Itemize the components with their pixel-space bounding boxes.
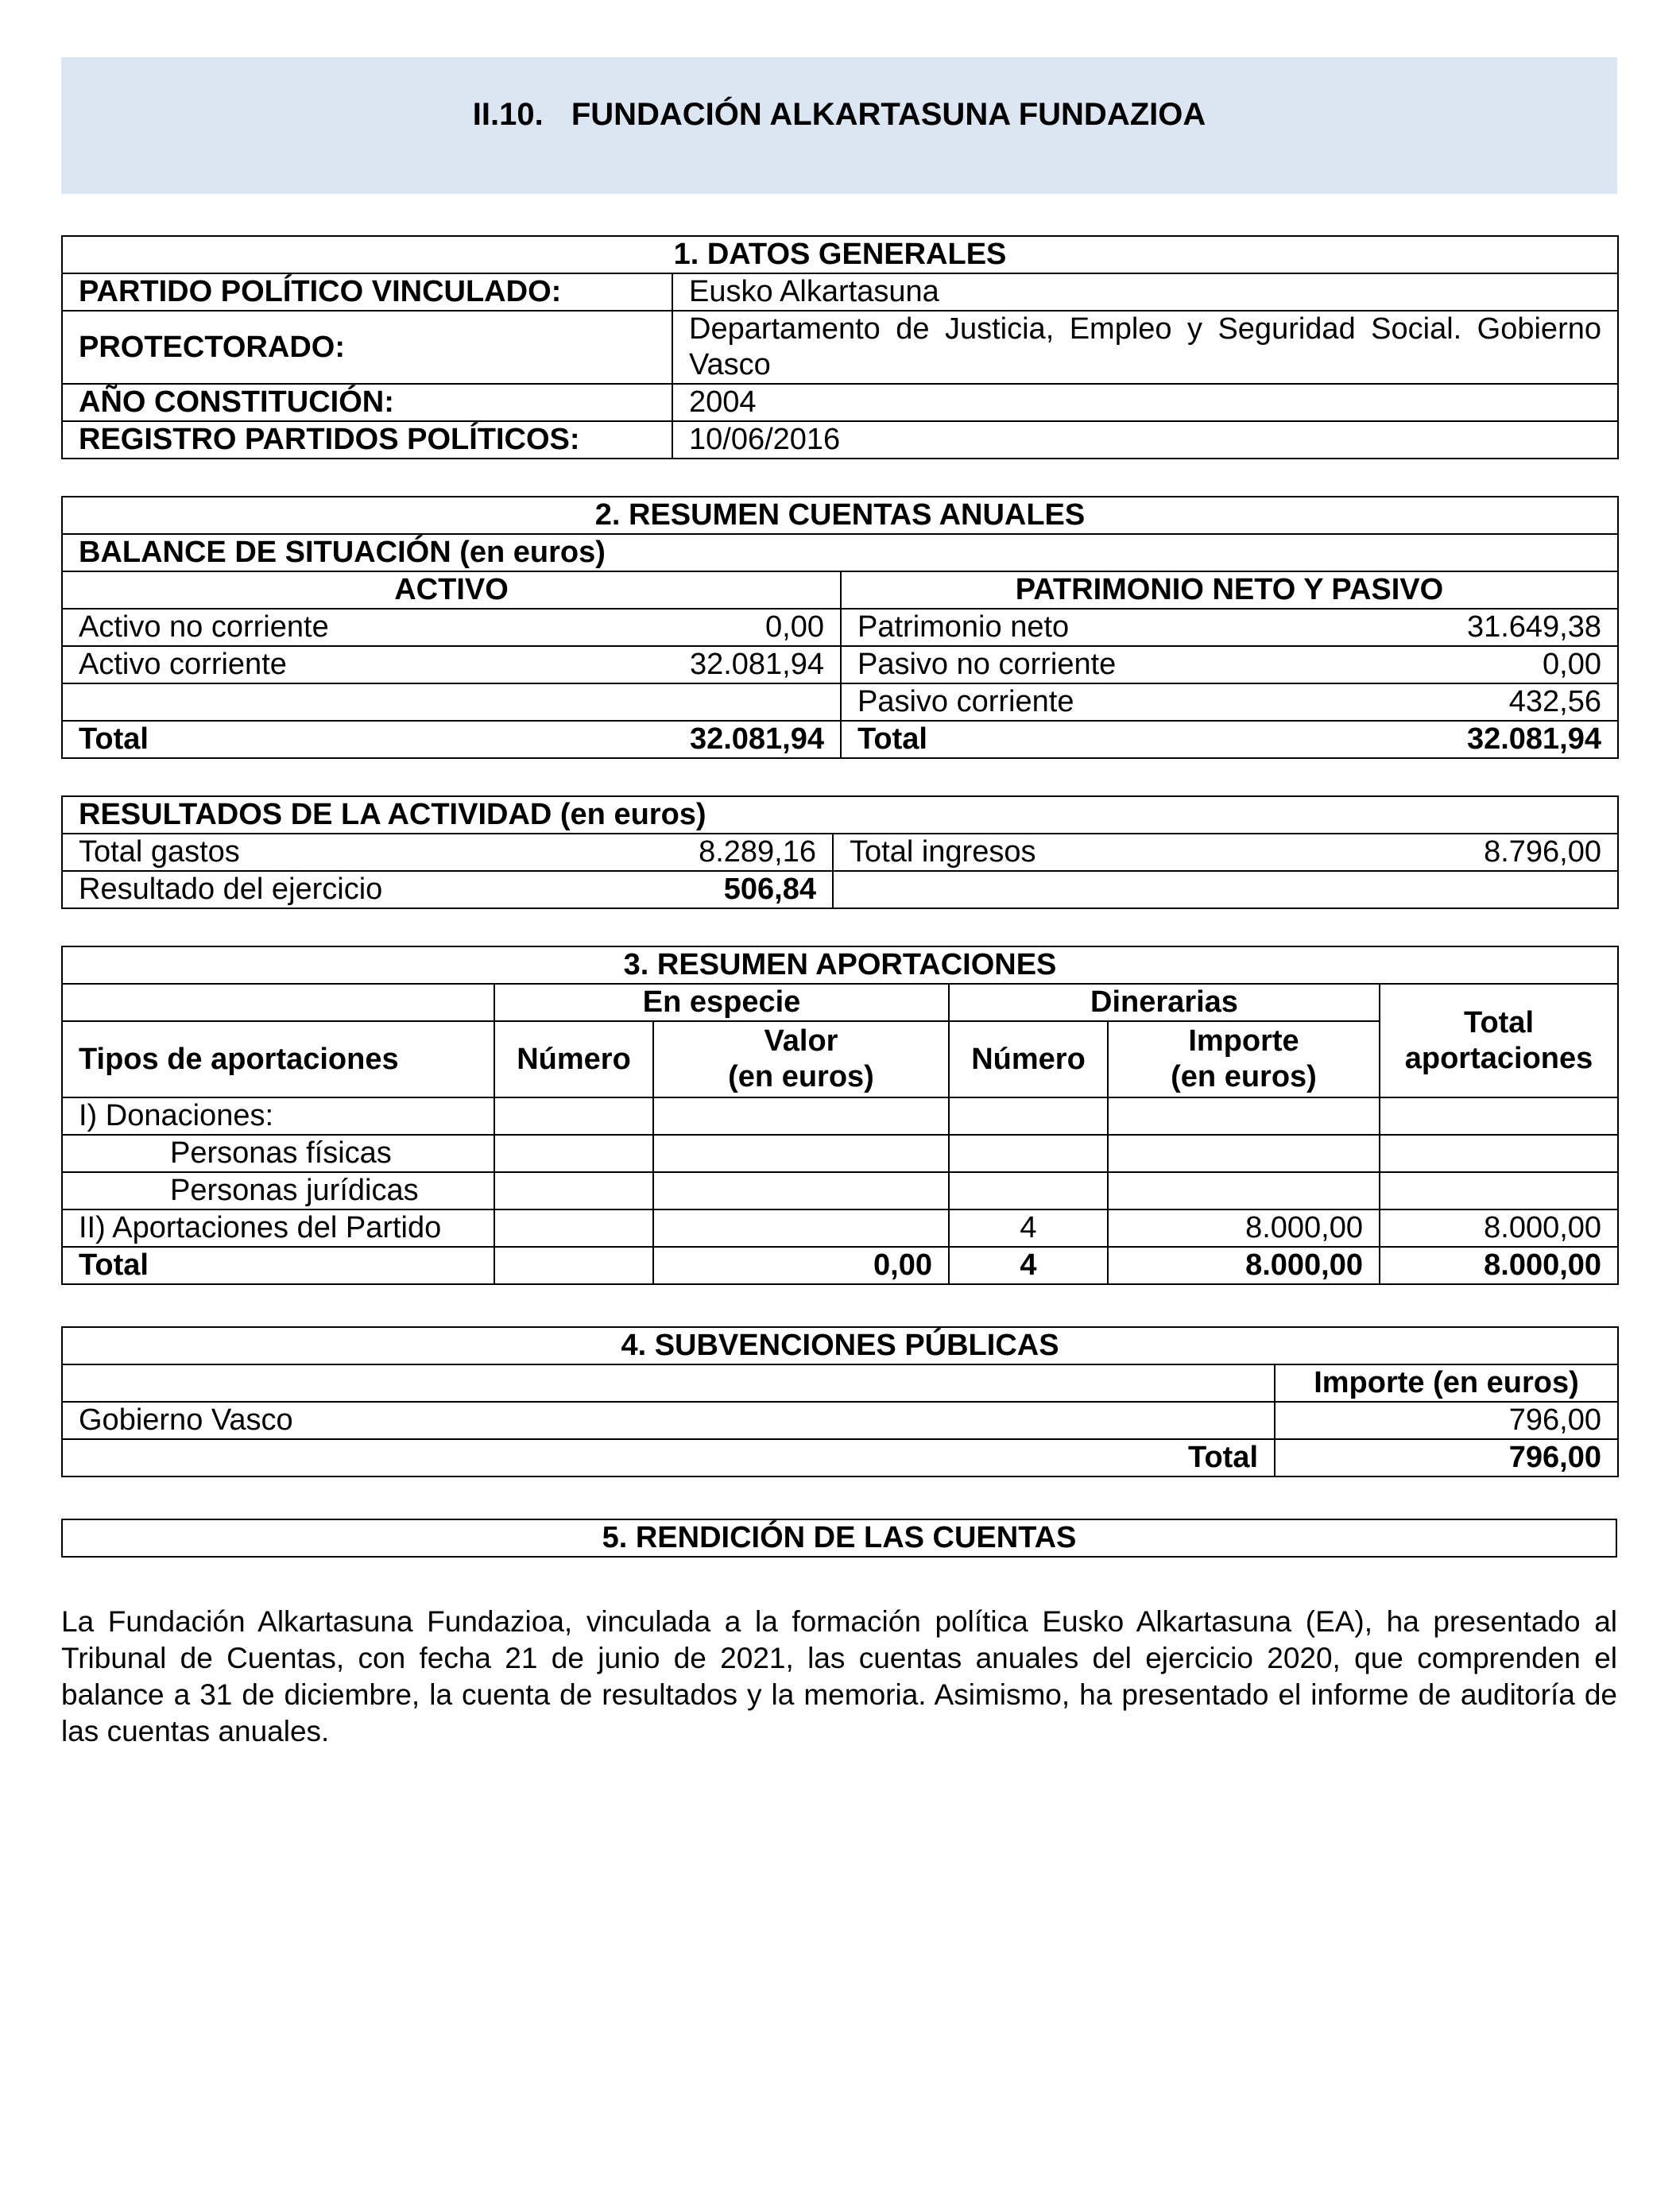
pasivo-value: 0,00 bbox=[1389, 646, 1618, 683]
valor-cell bbox=[653, 1097, 949, 1135]
aportaciones-grand-total: 8.000,00 bbox=[1380, 1247, 1618, 1284]
numero-dinerarias-total: 4 bbox=[949, 1247, 1108, 1284]
tipos-header: Tipos de aportaciones bbox=[62, 1021, 494, 1097]
resultado-value: 506,84 bbox=[586, 871, 833, 908]
valor-cell bbox=[653, 1209, 949, 1247]
activo-label: Activo no corriente bbox=[62, 609, 610, 646]
pasivo-value: 432,56 bbox=[1389, 683, 1618, 721]
tipo-cell: II) Aportaciones del Partido bbox=[62, 1209, 494, 1247]
table-row bbox=[62, 1247, 1618, 1284]
subvenciones-total-value: 796,00 bbox=[1275, 1439, 1618, 1476]
pasivo-label: Pasivo no corriente bbox=[841, 646, 1389, 683]
empty-cell bbox=[833, 871, 1618, 908]
pasivo-label: Patrimonio neto bbox=[841, 609, 1389, 646]
resultado-label: Resultado del ejercicio bbox=[62, 871, 586, 908]
table-row bbox=[62, 646, 1618, 683]
table-row bbox=[62, 1097, 1618, 1135]
importe-cell bbox=[1108, 1135, 1380, 1172]
aportaciones-total-label: Total bbox=[62, 1247, 494, 1284]
partido-label: PARTIDO POLÍTICO VINCULADO: bbox=[62, 273, 672, 311]
total-header-line1: Total bbox=[1464, 1005, 1534, 1039]
registro-label: REGISTRO PARTIDOS POLÍTICOS: bbox=[62, 421, 672, 459]
en-especie-header: En especie bbox=[494, 984, 949, 1021]
table-row bbox=[62, 384, 1618, 421]
table-row bbox=[62, 609, 1618, 646]
numero-dinerarias-cell bbox=[949, 1172, 1108, 1209]
aportaciones-heading: 3. RESUMEN APORTACIONES bbox=[62, 946, 1618, 984]
table-row bbox=[62, 1172, 1618, 1209]
numero-especie-total bbox=[494, 1247, 653, 1284]
numero-especie-cell bbox=[494, 1172, 653, 1209]
table-row bbox=[62, 1135, 1618, 1172]
resumen-cuentas-heading: 2. RESUMEN CUENTAS ANUALES bbox=[62, 497, 1618, 534]
datos-generales-heading: 1. DATOS GENERALES bbox=[62, 236, 1618, 273]
total-cell bbox=[1380, 1135, 1618, 1172]
ano-constitucion-value: 2004 bbox=[672, 384, 1618, 421]
pasivo-total-label: Total bbox=[841, 721, 1389, 758]
valor-header bbox=[653, 1021, 949, 1097]
numero-especie-cell bbox=[494, 1097, 653, 1135]
importe-cell bbox=[1108, 1172, 1380, 1209]
table-row bbox=[62, 273, 1618, 311]
entidad-cell: Gobierno Vasco bbox=[62, 1402, 1275, 1439]
importe-header-line2: (en euros) bbox=[1171, 1060, 1317, 1093]
ano-constitucion-label: AÑO CONSTITUCIÓN: bbox=[62, 384, 672, 421]
table-row bbox=[62, 1209, 1618, 1247]
dinerarias-header: Dinerarias bbox=[949, 984, 1380, 1021]
total-header-line2: aportaciones bbox=[1404, 1041, 1593, 1075]
table-row bbox=[62, 1439, 1618, 1476]
table-row bbox=[62, 721, 1618, 758]
tipo-cell: I) Donaciones: bbox=[62, 1097, 494, 1135]
empty-cell bbox=[62, 984, 494, 1021]
total-cell bbox=[1380, 1172, 1618, 1209]
table-row bbox=[62, 834, 1618, 871]
activo-label bbox=[62, 683, 610, 721]
rendicion-paragraph: La Fundación Alkartasuna Fundazioa, vinculada a la formación política Eusko Alkartasuna (EA), ha presentado al Tribunal de Cuentas, con fecha 21 de junio de 2021, las cuentas anuales del ejercicio 2020, que comprenden el balance a 31 de diciembre, la cuenta de resultados y la memoria. Asimismo, ha presentado el informe de auditoría de las cuentas anuales. bbox=[61, 1605, 1617, 1747]
pasivo-total-value: 32.081,94 bbox=[1389, 721, 1618, 758]
activo-header: ACTIVO bbox=[62, 571, 841, 609]
ingresos-label: Total ingresos bbox=[833, 834, 1389, 871]
importe-header bbox=[1108, 1021, 1380, 1097]
ingresos-value: 8.796,00 bbox=[1389, 834, 1618, 871]
rendicion-heading: 5. RENDICIÓN DE LAS CUENTAS bbox=[62, 1519, 1616, 1557]
gastos-label: Total gastos bbox=[62, 834, 586, 871]
table-row bbox=[62, 1402, 1618, 1439]
importe-header-line1: Importe bbox=[1188, 1024, 1299, 1058]
importe-total: 8.000,00 bbox=[1108, 1247, 1380, 1284]
foundation-name: FUNDACIÓN ALKARTASUNA FUNDAZIOA bbox=[571, 97, 1206, 132]
subvenciones-table bbox=[61, 1326, 1619, 1477]
tipo-cell: Personas jurídicas bbox=[62, 1172, 494, 1209]
activo-total-label: Total bbox=[62, 721, 610, 758]
table-row bbox=[62, 683, 1618, 721]
importe-column-header: Importe (en euros) bbox=[1275, 1364, 1618, 1402]
subvenciones-heading: 4. SUBVENCIONES PÚBLICAS bbox=[62, 1327, 1618, 1364]
registro-value: 10/06/2016 bbox=[672, 421, 1618, 459]
activo-label: Activo corriente bbox=[62, 646, 610, 683]
total-aportaciones-header bbox=[1380, 984, 1618, 1097]
pasivo-value: 31.649,38 bbox=[1389, 609, 1618, 646]
importe-cell bbox=[1108, 1097, 1380, 1135]
numero-especie-cell bbox=[494, 1135, 653, 1172]
activo-value: 0,00 bbox=[610, 609, 841, 646]
section-number: II.10. bbox=[472, 97, 544, 132]
empty-cell bbox=[62, 1364, 1275, 1402]
aportaciones-table bbox=[61, 946, 1619, 1285]
numero-especie-cell bbox=[494, 1209, 653, 1247]
balance-table bbox=[61, 496, 1619, 759]
table-row bbox=[62, 311, 1618, 384]
activo-value: 32.081,94 bbox=[610, 646, 841, 683]
valor-cell bbox=[653, 1135, 949, 1172]
protectorado-value: Departamento de Justicia, Empleo y Seguridad Social. Gobierno Vasco bbox=[672, 311, 1618, 384]
pasivo-label: Pasivo corriente bbox=[841, 683, 1389, 721]
numero-dinerarias-cell: 4 bbox=[949, 1209, 1108, 1247]
numero-dinerarias-header: Número bbox=[949, 1021, 1108, 1097]
gastos-value: 8.289,16 bbox=[586, 834, 833, 871]
section-title-banner bbox=[61, 57, 1617, 194]
resultados-title: RESULTADOS DE LA ACTIVIDAD (en euros) bbox=[62, 796, 1618, 834]
partido-value: Eusko Alkartasuna bbox=[672, 273, 1618, 311]
protectorado-label: PROTECTORADO: bbox=[62, 311, 672, 384]
importe-cell: 796,00 bbox=[1275, 1402, 1618, 1439]
total-cell: 8.000,00 bbox=[1380, 1209, 1618, 1247]
activo-value bbox=[610, 683, 841, 721]
resultados-table bbox=[61, 795, 1619, 909]
balance-title: BALANCE DE SITUACIÓN (en euros) bbox=[62, 534, 1618, 571]
table-row bbox=[62, 871, 1618, 908]
table-row bbox=[62, 421, 1618, 459]
valor-header-line1: Valor bbox=[764, 1024, 838, 1058]
rendicion-table bbox=[61, 1519, 1617, 1558]
valor-cell bbox=[653, 1172, 949, 1209]
activo-total-value: 32.081,94 bbox=[610, 721, 841, 758]
pasivo-header: PATRIMONIO NETO Y PASIVO bbox=[841, 571, 1618, 609]
valor-header-line2: (en euros) bbox=[728, 1060, 874, 1093]
datos-generales-table bbox=[61, 235, 1619, 459]
tipo-cell: Personas físicas bbox=[62, 1135, 494, 1172]
total-cell bbox=[1380, 1097, 1618, 1135]
subvenciones-total-label: Total bbox=[62, 1439, 1275, 1476]
numero-especie-header: Número bbox=[494, 1021, 653, 1097]
numero-dinerarias-cell bbox=[949, 1135, 1108, 1172]
report-page bbox=[61, 57, 1617, 1779]
importe-cell: 8.000,00 bbox=[1108, 1209, 1380, 1247]
valor-total: 0,00 bbox=[653, 1247, 949, 1284]
numero-dinerarias-cell bbox=[949, 1097, 1108, 1135]
